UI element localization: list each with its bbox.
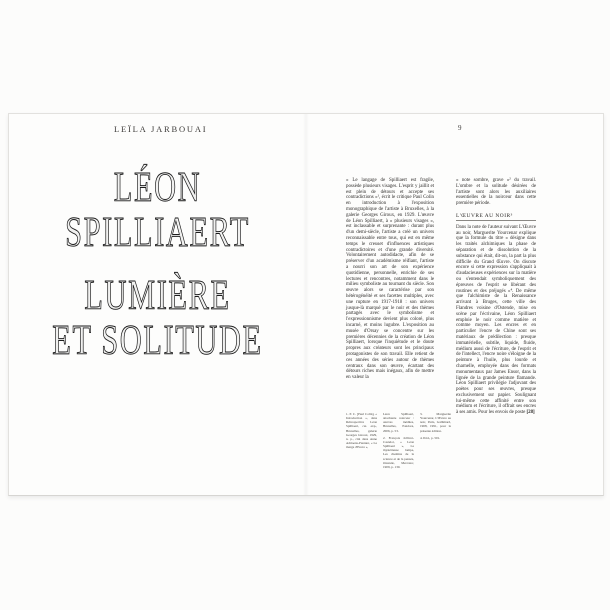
footnote-item: 1. P. C. [Paul Colin], « Introduction », dans Rétrospective Léon Spilliaert, cat. exp., Bruxelles, galerie Georges Giroux, 1929, n. p., cité dans Anne Adriaens-Pannier, « La marge d'Encre », xyxy=(346,412,377,450)
footnote-item: 3. Marguerite Yourcenar, L'Œuvre au noir, Paris, Gallimard, 1968, 1991, pour la présente édition. xyxy=(420,412,451,433)
title-line-1: LÉON xyxy=(113,164,202,212)
page-number: 9 xyxy=(458,124,462,132)
essay-column-2 xyxy=(456,178,536,416)
essay-paragraph: « note sombre, grave »² du travail. L'ombre et la solitude désirées de l'artiste sont alors les auxiliaires essentielles de la noirceur dans cette première période. xyxy=(456,178,536,207)
section-rule xyxy=(456,220,536,221)
footnote-column-1 xyxy=(346,412,377,472)
footnote-item: Léon Spilliaert, attachante noirceur : œuvres inédites, Bruxelles, Pandora, 2006, p. 53. xyxy=(383,412,414,433)
book-spread xyxy=(8,113,604,496)
essay-paragraph: « Le langage de Spilliaert est fragile, possède plusieurs visages. L'esprit y jaillit et est plein de détours et accepte ses contradictions »¹, écrit le critique Paul Colin en introduction à l'exposition monographique de l'artiste à Bruxelles, à la galerie Georges Giroux, en 1929. L'œuvre de Léon Spilliaert, à « plusieurs visages », est inclassable et surprenante : durant plus d'un demi-siècle, l'artiste a créé un univers reconnaissable entre tous, qui est en même temps le creuset d'influences artistiques contradictoires et d'une grande diversité. Volontairement autodidacte, afin de se préserver d'un académisme réifiant, l'artiste a nourri son art de son expérience quotidienne, personnelle, enrichie de ses lectures et rencontres, notamment dans le milieu symboliste au tournant du siècle. Son œuvre alors se caractérise par son hétérogénéité et ses facettes multiples, avec une rupture en 1917-1918 : son univers jusque-là marqué par le noir et des thèmes partagés avec le symbolisme et l'expressionnisme devient plus coloré, plus incarné, et moins lugubre. L'exposition au musée d'Orsay se concentre sur les premières décennies de la création de Léon Spilliaert, lorsque l'inquiétude et le doute propres aux créateurs sont les principaux protagonistes de son travail. Elle retient de ces années des séries autour de thèmes centraux dans son œuvre, écartant des détours riches mais inégaux, afin de mettre en valeur la xyxy=(346,178,434,381)
footnote-column-2 xyxy=(383,412,414,472)
title-line-2: SPILLIAERT xyxy=(65,209,250,257)
footnotes xyxy=(346,412,452,472)
essay-column-1 xyxy=(346,178,434,381)
title-line-3: LUMIÈRE xyxy=(84,272,231,320)
plate-reference: [28] xyxy=(526,410,535,416)
book-title xyxy=(9,166,306,364)
gutter-divider xyxy=(303,114,309,495)
author-name: LEÏLA JARBOUAI xyxy=(114,124,208,134)
footnote-column-3 xyxy=(420,412,451,472)
footnote-item: 2. François Jollivet-Castelot, « Léon Spilliaert », La mystérieuse lampe, Les chemins de la science et de la pensée, Ostende, Mercator, 1909, p. 130. xyxy=(383,435,414,469)
footnote-item: 4. Ibid., p. 501. xyxy=(420,435,441,440)
section-heading: L'ŒUVRE AU NOIR³ xyxy=(456,212,513,219)
title-line-4: ET SOLITUDE xyxy=(52,317,263,365)
essay-paragraph xyxy=(456,225,536,416)
essay-paragraph-text: Dans la note de l'auteur suivant L'Œuvre au noir, Marguerite Yourcenar explique que la formule du titre « désigne dans les traités alchimiques la phase de séparation et de dissolution de la substance qui était, dit-on, la part la plus difficile du Grand Œuvre. On discute encore si cette expression s'appliquait à d'audacieuses expériences sur la matière ou s'entendait symboliquement des épreuves de l'esprit se libérant des routines et des préjugés »⁴. De même que l'alchimiste de la Renaissance arrivant à Bruges, cette ville des Flandres voisine d'Ostende, mise en scène par l'écrivaine, Léon Spilliaert emploie le noir comme matière et comme moyen. Les encres et en particulier l'encre de Chine sont ses matériaux de prédilection : presque immatérielle, subtile, liquide, fluide, médium aussi de l'écriture, de l'esprit et de l'intellect, l'encre noire s'éloigne de la peinture à l'huile, plus lourde et charnelle, employée dans des formats monumentaux par James Ensor, dans la lignée de la grande peinture flamande. Léon Spilliaert privilégie l'adjuvant des poètes pour ses œuvres, presque exclusivement sur papier. Soulignant lui-même cette affinité entre son médium et l'écriture, il offrait ses encres à ses amis. Pour les envois de poste xyxy=(456,224,536,416)
